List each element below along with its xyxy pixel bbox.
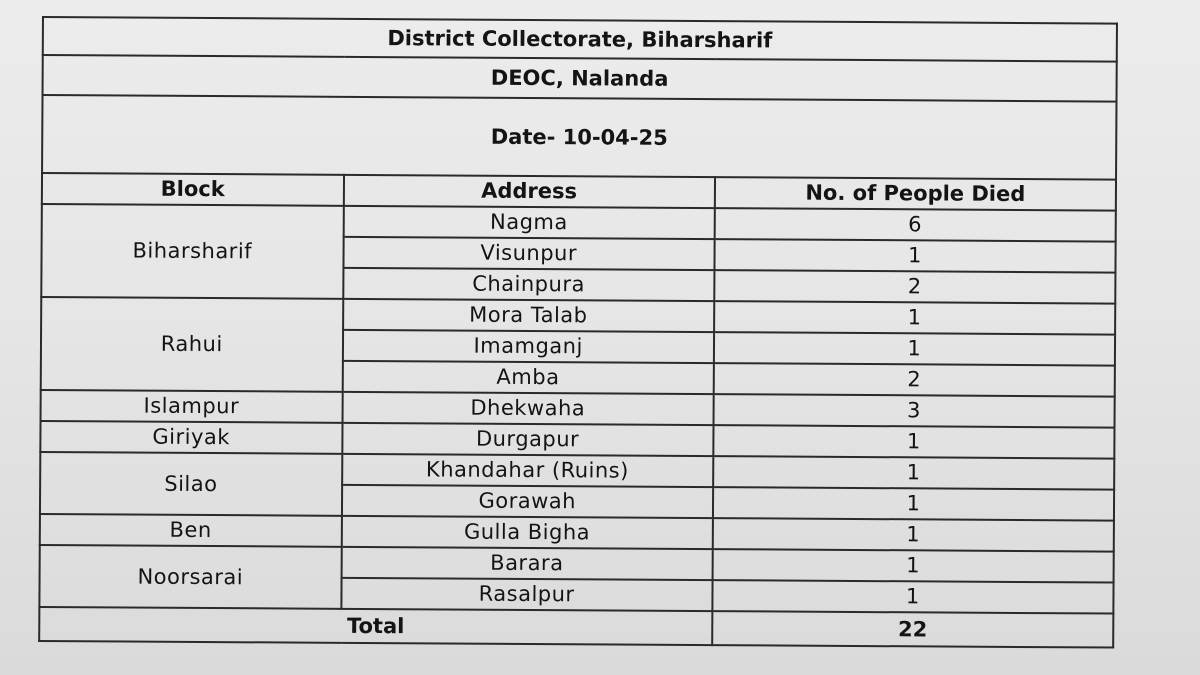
address-cell: Nagma [343,206,715,239]
total-label: Total [39,607,712,645]
office-title: District Collectorate, Biharsharif [43,17,1117,62]
table-row [40,452,1114,490]
table-row [42,204,1116,242]
block-cell: Giriyak [40,421,342,454]
died-count-cell: 1 [713,456,1114,489]
died-count-cell: 1 [714,301,1115,334]
died-count-cell: 1 [713,487,1114,520]
address-cell: Khandahar (Ruins) [342,454,714,487]
died-count-cell: 1 [712,580,1113,613]
total-row [39,607,1113,648]
block-cell: Islampur [41,390,343,423]
block-cell: Rahui [41,297,343,392]
address-cell: Gulla Bigha [341,516,713,549]
address-cell: Imamganj [342,330,714,363]
died-count-cell: 3 [713,394,1114,427]
address-cell: Chainpura [343,268,715,301]
address-cell: Durgapur [342,423,714,456]
died-count-cell: 2 [714,270,1115,303]
died-count-cell: 1 [712,549,1113,582]
address-cell: Mora Talab [343,299,715,332]
died-count-cell: 2 [714,363,1115,396]
block-cell: Biharsharif [41,204,343,299]
table-row [40,545,1114,583]
column-header-address: Address [343,175,715,208]
address-cell: Visunpur [343,237,715,270]
died-count-cell: 1 [714,332,1115,365]
block-cell: Ben [40,514,342,547]
report-date: Date- 10-04-25 [42,95,1116,180]
column-header-died: No. of People Died [715,177,1116,210]
block-cell: Noorsarai [39,545,341,609]
unit-title: DEOC, Nalanda [43,55,1117,102]
address-cell: Amba [342,361,714,394]
address-cell: Dhekwaha [342,392,714,425]
address-cell: Barara [341,547,713,580]
table-row [41,297,1115,335]
address-cell: Rasalpur [341,578,713,611]
address-cell: Gorawah [341,485,713,518]
column-header-block: Block [42,173,344,206]
died-count-cell: 1 [713,425,1114,458]
casualty-table [38,16,1118,649]
block-cell: Silao [40,452,342,516]
total-value: 22 [712,611,1113,647]
died-count-cell: 6 [714,208,1115,241]
died-count-cell: 1 [714,239,1115,272]
died-count-cell: 1 [713,518,1114,551]
